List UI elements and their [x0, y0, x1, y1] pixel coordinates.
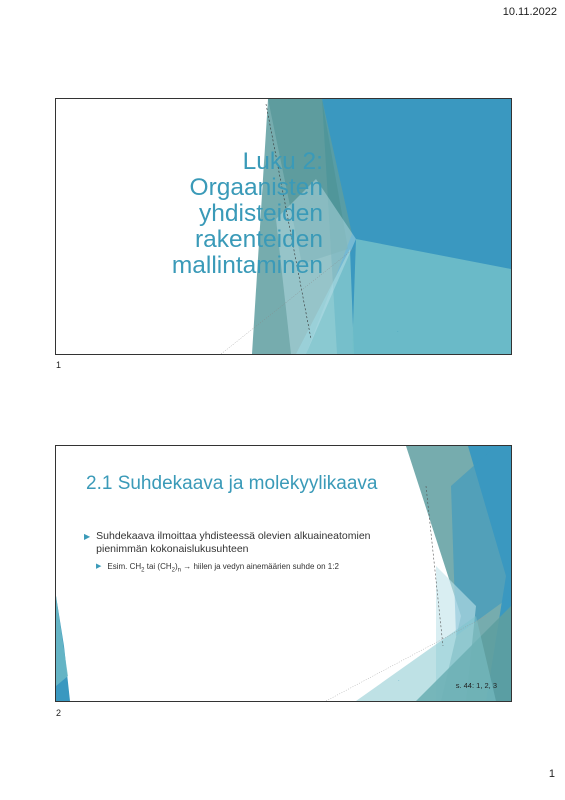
- slide-1: [55, 98, 512, 355]
- document-date: 10.11.2022: [502, 6, 557, 18]
- bullet-arrow-icon: ▶: [96, 563, 102, 570]
- bullet-text: Suhdekaava ilmoittaa yhdisteessä olevien alkuaineatomien pienimmän kokonaislukusuhteen: [96, 530, 371, 555]
- slide-2-reference: s. 44: 1, 2, 3: [455, 681, 497, 690]
- bullet-item: [84, 530, 414, 556]
- slide-1-footer-mark: ·: [397, 329, 399, 335]
- sub-bullet-item: [96, 562, 414, 574]
- page-number: 1: [548, 768, 555, 780]
- slide-2: [55, 445, 512, 702]
- slide-2-title: 2.1 Suhdekaava ja molekyylikaava: [86, 473, 378, 494]
- bullet-arrow-icon: ▶: [84, 532, 91, 541]
- slide-2-number: 2: [56, 708, 62, 718]
- slide-1-title: Luku 2: Orgaanisten yhdisteiden rakenteiden mallintaminen: [171, 148, 323, 279]
- slide-1-number: 1: [56, 360, 62, 370]
- sub-bullet-text: Esim. $CH_2$ tai $(CH_2)_n$ → hiilen ja vedyn ainemäärien suhde on 1:2: [107, 562, 339, 574]
- slide-2-footer-mark: ·: [398, 678, 400, 684]
- slide-2-bullet-list: [84, 530, 414, 574]
